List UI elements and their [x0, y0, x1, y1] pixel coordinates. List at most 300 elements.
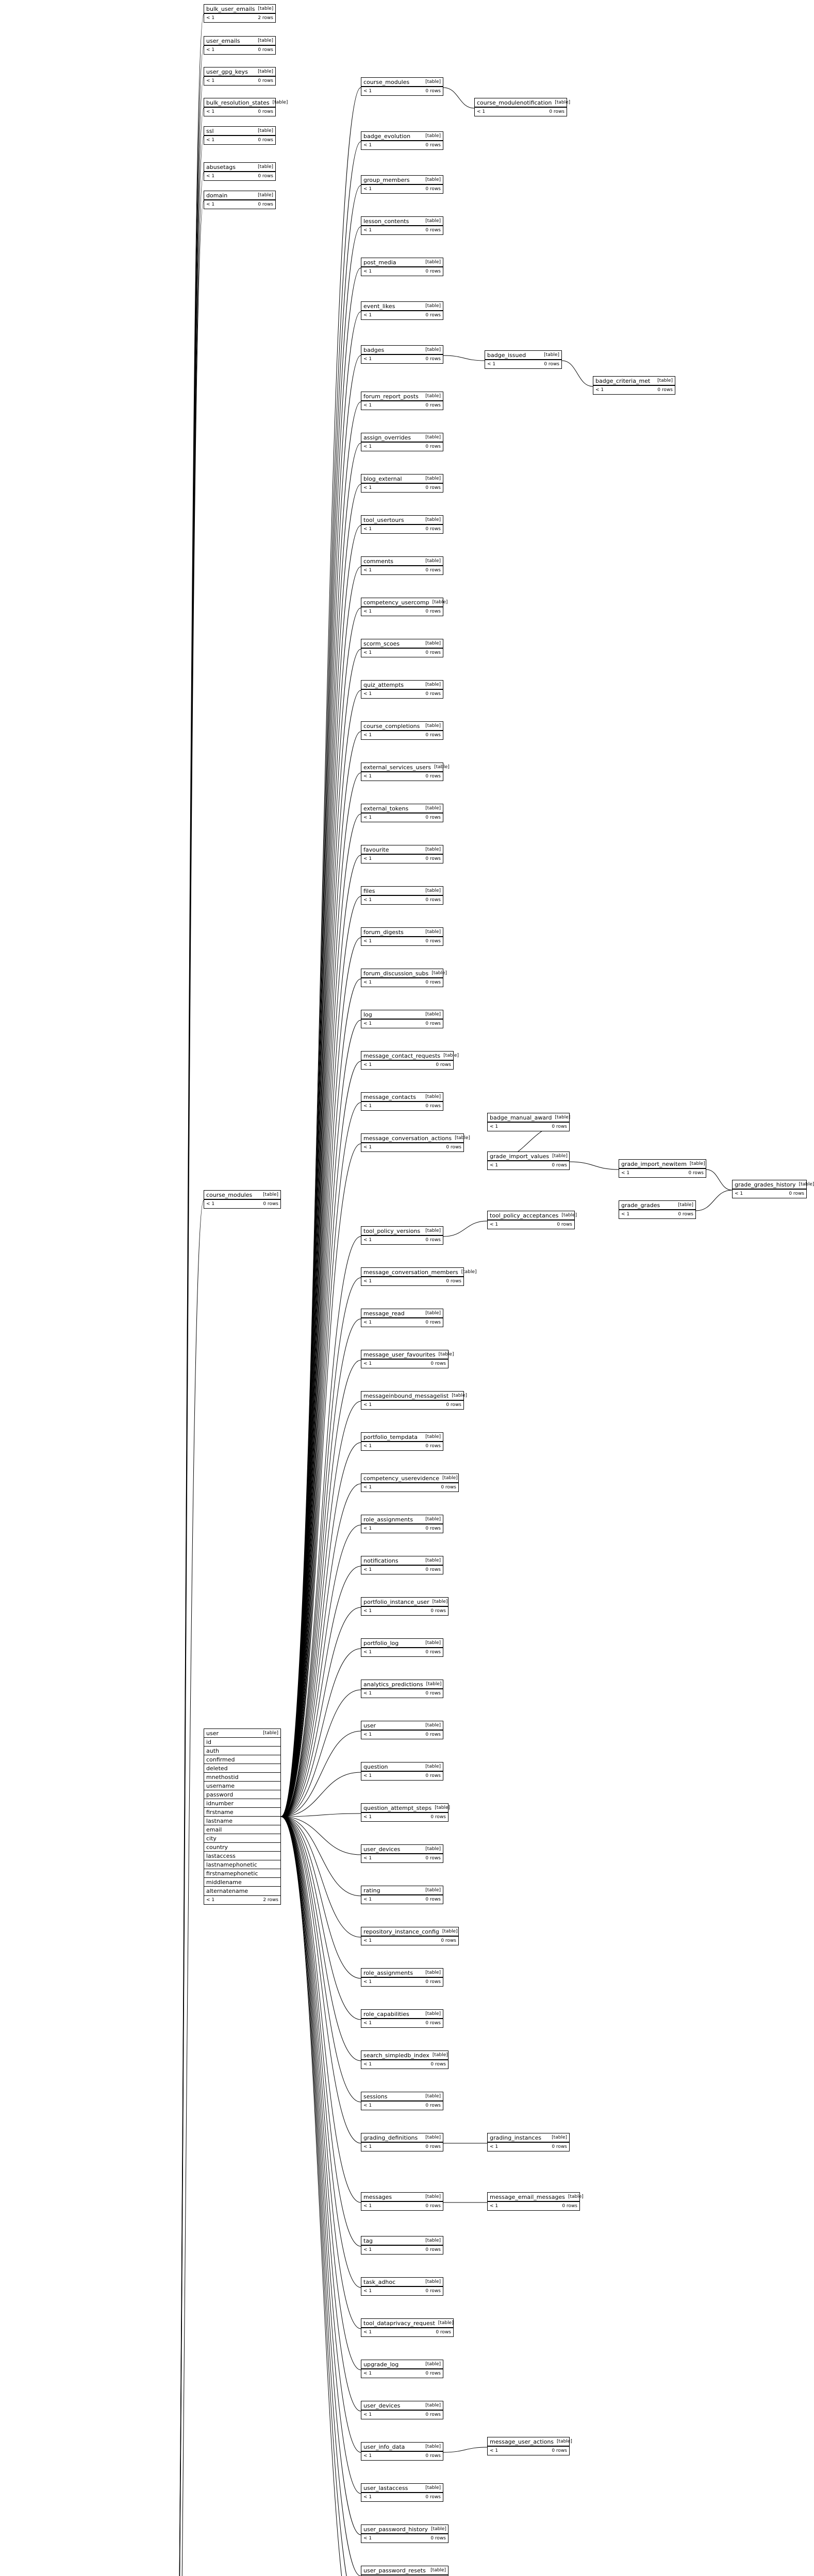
table-tool-policy-versions[interactable] [361, 1226, 443, 1245]
table-comments[interactable] [361, 556, 443, 575]
table-row-count: 0 rows [425, 2412, 441, 2417]
table-name: badge_criteria_met [595, 377, 651, 384]
table-header [361, 969, 447, 978]
table-row-count: 0 rows [425, 1526, 441, 1531]
table-search-simpledb-index[interactable] [361, 2050, 448, 2069]
table-row-count: 0 rows [425, 227, 441, 233]
table-header [204, 5, 275, 13]
table-course-completions[interactable] [361, 721, 443, 740]
table-kind: [table] [568, 2194, 584, 2199]
table-role-capabilities[interactable] [361, 2009, 443, 2028]
table-badge-manual-award[interactable] [487, 1113, 570, 1131]
column-row [204, 1738, 280, 1747]
column-name: deleted [206, 1765, 228, 1772]
table-footer [204, 1199, 280, 1208]
table-row-count: 0 rows [425, 2288, 441, 2294]
table-header [361, 1227, 443, 1235]
table-row-count: 0 rows [678, 1211, 693, 1217]
table-header [485, 351, 561, 360]
column-name: firstnamephonetic [206, 1870, 258, 1877]
table-kind: [table] [425, 558, 441, 564]
table-name: grading_instances [490, 2134, 542, 2141]
table-children-count: < 1 [363, 1938, 372, 1943]
table-footer [204, 200, 275, 209]
table-row-count: 0 rows [425, 402, 441, 408]
table-badges[interactable] [361, 345, 443, 364]
relationship-line [281, 1020, 361, 1817]
table-children-count: < 1 [363, 227, 372, 233]
relationship-line [281, 1525, 361, 1817]
table-name: user_lastaccess [363, 2484, 408, 2492]
table-messages[interactable] [361, 2192, 443, 2211]
table-row-count: 0 rows [425, 1103, 441, 1109]
table-name: badge_evolution [363, 132, 411, 140]
table-header [361, 1886, 443, 1895]
table-user[interactable] [204, 1728, 281, 1905]
column-name: id [206, 1738, 212, 1745]
table-footer [361, 1143, 463, 1151]
table-bulk-resolution-states[interactable] [204, 98, 288, 116]
table-children-count: < 1 [487, 361, 496, 367]
table-sessions[interactable] [361, 2092, 443, 2110]
table-header [361, 2236, 443, 2245]
table-scorm-scoes[interactable] [361, 639, 443, 657]
table-grading-instances[interactable] [487, 2133, 570, 2151]
table-message-email-messages[interactable] [487, 2192, 584, 2211]
table-kind: [table] [425, 640, 441, 646]
table-row-count: 0 rows [430, 1814, 446, 1820]
table-kind: [table] [425, 723, 441, 728]
table-header [361, 2051, 448, 2060]
table-messageinbound-messagelist[interactable] [361, 1391, 468, 1410]
table-tool-dataprivacy-request[interactable] [361, 2318, 454, 2337]
table-user-password-history[interactable] [361, 2524, 448, 2543]
table-kind: [table] [425, 347, 441, 352]
relationship-line [281, 1772, 361, 1817]
table-name: files [363, 887, 375, 894]
relationship-line [281, 1817, 361, 2576]
table-children-count: < 1 [206, 201, 215, 207]
table-children-count: < 1 [735, 1191, 743, 1196]
table-row-count: 0 rows [425, 2103, 441, 2108]
table-kind: [table] [425, 2279, 441, 2284]
relationship-line [281, 567, 361, 1817]
table-row-count: 0 rows [258, 47, 273, 53]
table-analytics-predictions[interactable] [361, 1680, 443, 1698]
table-tag[interactable] [361, 2236, 443, 2255]
table-ssl[interactable] [204, 126, 276, 145]
table-row-count: 0 rows [258, 78, 273, 83]
table-row-count: 0 rows [425, 268, 441, 274]
relationship-line [281, 185, 361, 1817]
table-name: message_conversation_members [363, 1268, 458, 1276]
table-files[interactable] [361, 886, 443, 905]
table-kind: [table] [425, 1557, 441, 1563]
table-user[interactable] [361, 1721, 443, 1739]
table-post-media[interactable] [361, 258, 443, 276]
table-grade-grades-history[interactable] [732, 1180, 814, 1198]
table-message-contacts[interactable] [361, 1092, 443, 1111]
table-message-read[interactable] [361, 1309, 443, 1327]
relationship-line [281, 690, 361, 1817]
relationship-line [443, 1221, 487, 1236]
table-row-count: 0 rows [425, 88, 441, 94]
table-row-count: 0 rows [446, 1144, 461, 1150]
table-assign-overrides[interactable] [361, 433, 443, 451]
table-row-count: 0 rows [425, 2247, 441, 2252]
table-rating[interactable] [361, 1886, 443, 1904]
table-forum-report-posts[interactable] [361, 392, 443, 410]
table-footer [361, 483, 443, 492]
table-grade-import-newitem[interactable] [619, 1159, 706, 1178]
table-header [488, 1211, 577, 1220]
table-kind: [table] [561, 1212, 577, 1218]
relationship-line [281, 1817, 361, 2246]
column-row [204, 1878, 280, 1887]
table-footer [361, 1648, 443, 1656]
table-portfolio-instance-user[interactable] [361, 1597, 448, 1616]
table-kind: [table] [425, 79, 441, 84]
table-kind: [table] [434, 764, 450, 770]
table-name: bulk_user_emails [206, 5, 255, 12]
table-footer [361, 1060, 453, 1069]
relationship-line [281, 1817, 361, 2576]
table-name: role_assignments [363, 1969, 413, 1976]
table-grade-grades[interactable] [619, 1200, 696, 1219]
table-footer [361, 2410, 443, 2419]
table-abusetags[interactable] [204, 162, 276, 181]
column-name: lastname [206, 1817, 233, 1824]
relationship-line [281, 1817, 361, 2494]
table-footer [488, 1220, 574, 1229]
table-message-contact-requests[interactable] [361, 1051, 459, 1070]
table-name: external_services_users [363, 764, 431, 771]
relationship-line [281, 142, 361, 1817]
table-kind: [table] [425, 2134, 441, 2140]
table-kind: [table] [544, 352, 559, 358]
table-row-count: 0 rows [425, 1732, 441, 1737]
table-name: course_modules [363, 78, 410, 86]
table-question[interactable] [361, 1762, 443, 1781]
table-course-modules[interactable] [361, 77, 443, 96]
table-row-count: 0 rows [552, 1124, 567, 1129]
relationship-line [281, 88, 361, 1817]
table-children-count: < 1 [363, 938, 372, 944]
table-domain[interactable] [204, 191, 276, 209]
relationship-line [281, 1817, 361, 2411]
relationship-line [281, 1817, 361, 2020]
table-header [619, 1160, 706, 1168]
table-header [361, 2443, 443, 2451]
table-header [361, 1010, 443, 1019]
table-bulk-user-emails[interactable] [204, 4, 276, 23]
table-kind: [table] [425, 1846, 441, 1852]
table-footer [204, 172, 275, 180]
table-row-count: 0 rows [425, 1855, 441, 1861]
table-kind: [table] [425, 1722, 441, 1728]
table-message-user-actions[interactable] [487, 2437, 570, 2455]
table-kind: [table] [258, 69, 273, 74]
table-external-services-users[interactable] [361, 762, 450, 781]
table-notifications[interactable] [361, 1556, 443, 1574]
relationship-line [281, 443, 361, 1817]
relationship-line [168, 1200, 204, 2576]
table-forum-discussion-subs[interactable] [361, 969, 447, 987]
relationship-line [281, 855, 361, 1817]
table-competency-userevidence[interactable] [361, 1473, 459, 1492]
table-user-lastaccess[interactable] [361, 2483, 443, 2502]
relationship-line [281, 1649, 361, 1817]
table-lesson-contents[interactable] [361, 216, 443, 235]
table-children-count: < 1 [363, 186, 372, 192]
table-user-emails[interactable] [204, 36, 276, 55]
table-header [361, 1474, 458, 1483]
relationship-line [281, 1817, 361, 2061]
table-course-modules[interactable] [204, 1190, 281, 1209]
table-name: role_capabilities [363, 2010, 409, 2018]
table-badge-issued[interactable] [485, 350, 562, 369]
table-header [361, 176, 443, 184]
table-kind: [table] [430, 2567, 446, 2573]
table-log[interactable] [361, 1010, 443, 1028]
table-kind: [table] [432, 2052, 448, 2058]
table-header [361, 516, 443, 524]
table-header [204, 1191, 280, 1199]
table-message-conversation-actions[interactable] [361, 1133, 470, 1152]
table-header [361, 763, 450, 772]
relationship-line [168, 77, 204, 2576]
table-name: tool_policy_versions [363, 1227, 421, 1234]
table-course-modulenotification[interactable] [474, 98, 571, 116]
table-kind: [table] [425, 1434, 441, 1439]
table-kind: [table] [425, 1228, 441, 1233]
table-children-count: < 1 [363, 1690, 372, 1696]
table-footer [361, 2019, 443, 2027]
column-row [204, 1887, 280, 1895]
column-row [204, 1773, 280, 1782]
table-role-assignments[interactable] [361, 1968, 443, 1987]
table-question-attempt-steps[interactable] [361, 1803, 451, 1822]
table-header [361, 557, 443, 566]
relationship-line [281, 1484, 361, 1817]
table-children-count: < 1 [363, 1402, 372, 1408]
table-user-info-data[interactable] [361, 2442, 443, 2461]
table-name: quiz_attempts [363, 681, 404, 688]
table-kind: [table] [425, 476, 441, 481]
table-header [204, 98, 288, 107]
table-upgrade-log[interactable] [361, 2360, 443, 2378]
column-row [204, 1755, 280, 1764]
table-header [204, 37, 275, 45]
column-name: middlename [206, 1878, 242, 1886]
table-header [361, 2193, 443, 2201]
table-header [488, 1113, 569, 1122]
table-footer [361, 1977, 443, 1986]
table-header [361, 845, 443, 854]
table-row-count: 0 rows [446, 1278, 461, 1284]
table-user-devices[interactable] [361, 2401, 443, 2419]
table-portfolio-tempdata[interactable] [361, 1432, 443, 1451]
relationship-line [281, 312, 361, 1817]
table-row-count: 0 rows [544, 361, 559, 367]
table-portfolio-log[interactable] [361, 1638, 443, 1657]
relationship-line [281, 526, 361, 1817]
table-kind: [table] [425, 177, 441, 182]
table-children-count: < 1 [363, 1649, 372, 1655]
table-row-count: 0 rows [425, 1021, 441, 1026]
table-row-count: 0 rows [425, 856, 441, 861]
relationship-line [281, 1319, 361, 1817]
table-footer [488, 2446, 569, 2455]
table-kind: [table] [425, 1640, 441, 1646]
table-name: user_password_history [363, 2526, 428, 2533]
table-footer [361, 1524, 443, 1533]
table-row-count: 0 rows [446, 1402, 461, 1408]
table-name: user_password_resets [363, 2567, 426, 2574]
table-row-count: 0 rows [425, 2144, 441, 2149]
table-blog-external[interactable] [361, 474, 443, 493]
table-group-members[interactable] [361, 175, 443, 194]
table-children-count: < 1 [595, 387, 604, 393]
table-header [361, 928, 443, 937]
table-children-count: < 1 [363, 2412, 372, 2417]
table-footer [361, 2328, 453, 2336]
table-kind: [table] [678, 1202, 693, 1208]
table-quiz-attempts[interactable] [361, 680, 443, 699]
table-kind: [table] [426, 1681, 442, 1687]
table-header [204, 1729, 280, 1738]
table-kind: [table] [552, 2134, 567, 2140]
relationship-line [281, 814, 361, 1817]
table-row-count: 0 rows [430, 1608, 446, 1614]
table-children-count: < 1 [363, 1021, 372, 1026]
table-tool-policy-acceptances[interactable] [487, 1211, 575, 1229]
table-task-adhoc[interactable] [361, 2277, 443, 2296]
table-user-gpg-keys[interactable] [204, 67, 276, 86]
table-row-count: 0 rows [425, 938, 441, 944]
table-children-count: < 1 [490, 2203, 499, 2209]
table-children-count: < 1 [363, 979, 372, 985]
relationship-line [562, 361, 593, 386]
table-row-count: 0 rows [425, 1237, 441, 1243]
table-header [361, 433, 443, 442]
relationship-line [281, 1278, 361, 1817]
table-children-count: < 1 [206, 1897, 215, 1903]
column-row [204, 1843, 280, 1852]
column-name: username [206, 1782, 235, 1789]
table-event-likes[interactable] [361, 301, 443, 320]
table-header [488, 2193, 584, 2201]
column-name: country [206, 1843, 228, 1851]
table-name: ssl [206, 127, 214, 134]
table-name: message_contact_requests [363, 1052, 441, 1059]
table-tool-usertours[interactable] [361, 515, 443, 534]
table-header [733, 1180, 814, 1189]
table-row-count: 0 rows [425, 2494, 441, 2500]
column-row [204, 1852, 280, 1860]
table-children-count: < 1 [206, 15, 215, 21]
table-kind: [table] [425, 1764, 441, 1769]
table-footer [361, 442, 443, 451]
table-children-count: < 1 [363, 1062, 372, 1067]
table-header [361, 2525, 448, 2534]
table-footer [361, 311, 443, 319]
table-user-password-resets[interactable] [361, 2566, 448, 2576]
table-header [361, 474, 443, 483]
table-role-assignments[interactable] [361, 1515, 443, 1533]
table-row-count: 0 rows [263, 1201, 278, 1207]
table-name: forum_report_posts [363, 393, 419, 400]
table-header [361, 639, 443, 648]
table-grade-import-values[interactable] [487, 1151, 570, 1170]
table-kind: [table] [425, 1094, 441, 1099]
relationship-line [281, 1061, 361, 1817]
table-footer [361, 566, 443, 574]
relationship-line [281, 227, 361, 1817]
table-badge-evolution[interactable] [361, 131, 443, 150]
table-children-count: < 1 [363, 650, 372, 655]
table-children-count: < 1 [363, 1979, 372, 1985]
table-children-count: < 1 [363, 2494, 372, 2500]
table-message-user-favourites[interactable] [361, 1350, 454, 1368]
table-footer [361, 937, 443, 945]
table-name: badges [363, 346, 385, 353]
table-kind: [table] [425, 805, 441, 811]
relationship-line [281, 1817, 361, 1896]
table-header [361, 1309, 443, 1318]
column-row [204, 1747, 280, 1755]
table-forum-digests[interactable] [361, 927, 443, 946]
column-name: password [206, 1791, 234, 1798]
table-badge-criteria-met[interactable] [593, 376, 675, 395]
table-footer [361, 2534, 448, 2543]
table-header [361, 1969, 443, 1977]
column-row [204, 1860, 280, 1869]
table-kind: [table] [442, 1928, 458, 1934]
table-name: question_attempt_steps [363, 1804, 432, 1811]
relationship-line [281, 1817, 361, 2370]
table-header [361, 681, 443, 689]
table-header [361, 302, 443, 311]
table-kind: [table] [438, 1351, 454, 1357]
relationship-line [281, 1607, 361, 1817]
table-children-count: < 1 [363, 1567, 372, 1572]
table-kind: [table] [435, 1805, 451, 1810]
table-name: grade_import_newitem [621, 1160, 687, 1167]
table-kind: [table] [431, 970, 447, 976]
table-external-tokens[interactable] [361, 804, 443, 822]
table-competency-usercomp[interactable] [361, 598, 448, 616]
table-kind: [table] [425, 259, 441, 265]
table-footer [619, 1210, 695, 1218]
table-children-count: < 1 [363, 732, 372, 738]
table-footer [361, 2369, 443, 2378]
table-row-count: 0 rows [430, 1361, 446, 1366]
table-children-count: < 1 [363, 2144, 372, 2149]
table-user-devices[interactable] [361, 1844, 443, 1863]
table-name: badge_manual_award [490, 1114, 552, 1121]
table-children-count: < 1 [363, 2288, 372, 2294]
table-favourite[interactable] [361, 845, 443, 863]
table-footer [361, 731, 443, 739]
table-header [361, 887, 443, 895]
table-grading-definitions[interactable] [361, 2133, 443, 2151]
table-repository-instance-config[interactable] [361, 1927, 459, 1945]
relationship-line [281, 1236, 361, 1817]
table-kind: [table] [258, 6, 274, 11]
table-children-count: < 1 [363, 268, 372, 274]
table-message-conversation-members[interactable] [361, 1267, 477, 1286]
